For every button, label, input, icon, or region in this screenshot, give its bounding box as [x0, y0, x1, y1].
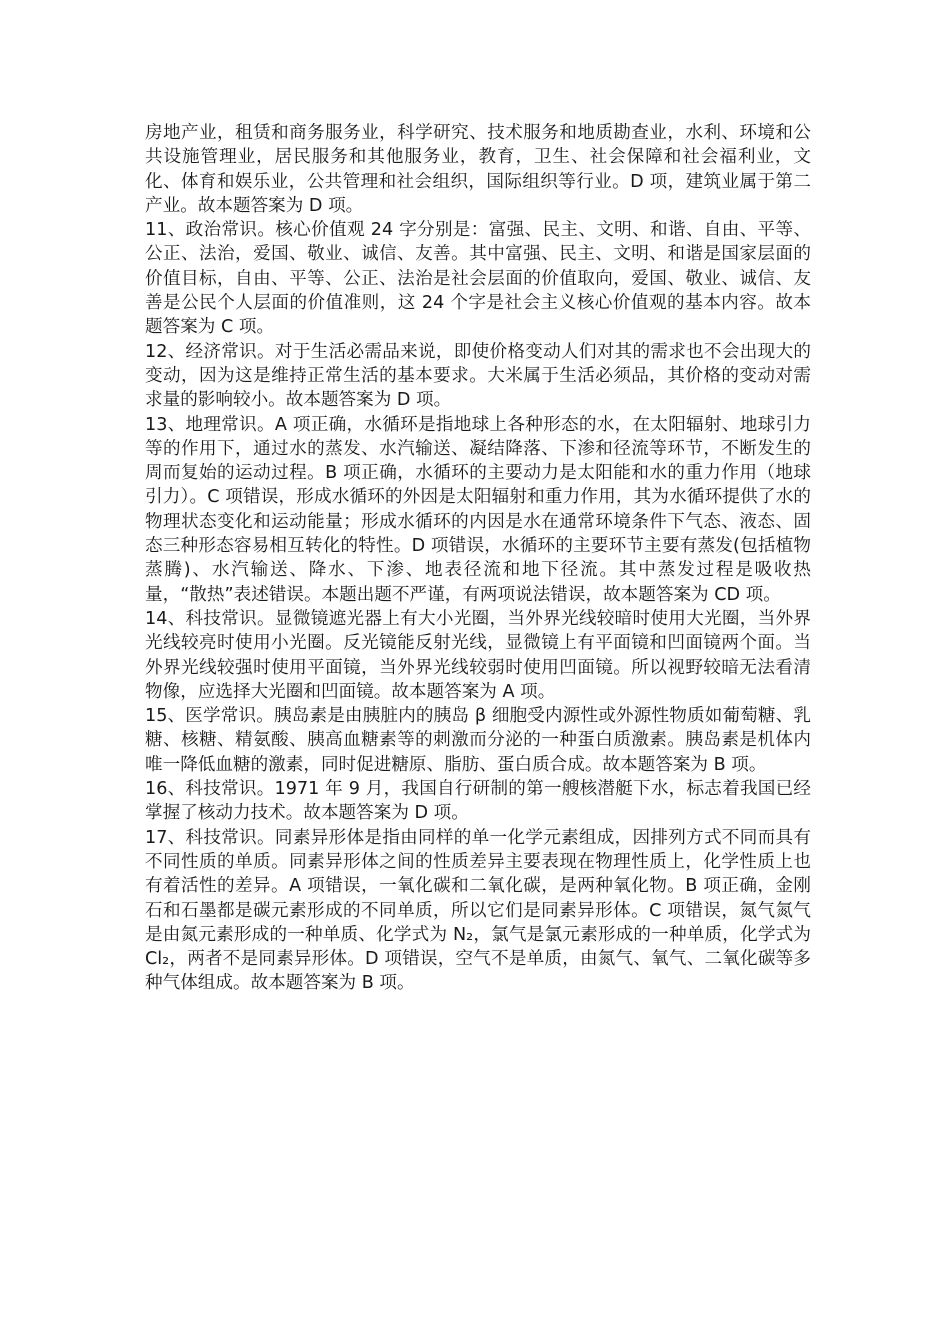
paragraph-answer-14: 14、科技常识。显微镜遮光器上有大小光圈，当外界光线较暗时使用大光圈，当外界光线较亮时使用小光圈。反光镜能反射光线，显微镜上有平面镜和凹面镜两个面。当外界光线较强时使用平面镜，当外界光线较弱时使用凹面镜。所以视野较暗无法看清物像，应选择大光圈和凹面镜。故本题答案为 A 项。	[145, 608, 811, 702]
paragraph-answer-17: 17、科技常识。同素异形体是指由同样的单一化学元素组成，因排列方式不同而具有不同性质的单质。同素异形体之间的性质差异主要表现在物理性质上，化学性质上也有着活性的差异。A 项错误，一氧化碳和二氧化碳，是两种氧化物。B 项正确，金刚石和石墨都是碳元素形成的不同单质，所以它们是同素异形体。C 项错误，氮气氮气是由氮元素形成的一种单质、化学式为 N₂，氯气是氯元素形成的一种单质，化学式为 Cl₂，两者不是同素异形体。D 项错误，空气不是单质，由氮气、氧气、二氧化碳等多种气体组成。故本题答案为 B 项。	[145, 827, 811, 994]
paragraph-answer-16: 16、科技常识。1971 年 9 月，我国自行研制的第一艘核潜艇下水，标志着我国已经掌握了核动力技术。故本题答案为 D 项。	[145, 779, 811, 824]
paragraph-answer-13: 13、地理常识。A 项正确，水循环是指地球上各种形态的水，在太阳辐射、地球引力等的作用下，通过水的蒸发、水汽输送、凝结降落、下渗和径流等环节，不断发生的周而复始的运动过程。B 项正确，水循环的主要动力是太阳能和水的重力作用（地球引力）。C 项错误，形成水循环的外因是太阳辐射和重力作用，其为水循环提供了水的物理状态变化和运动能量；形成水循环的内因是水在通常环境条件下气态、液态、固态三种形态容易相互转化的特性。D 项错误，水循环的主要环节主要有蒸发(包括植物蒸腾)、水汽输送、降水、下渗、地表径流和地下径流。其中蒸发过程是吸收热量，“散热”表述错误。本题出题不严谨，有两项说法错误，故本题答案为 CD 项。	[145, 414, 811, 605]
document-body	[145, 121, 811, 996]
paragraph-answer-15: 15、医学常识。胰岛素是由胰脏内的胰岛 β 细胞受内源性或外源性物质如葡萄糖、乳糖、核糖、精氨酸、胰高血糖素等的刺激而分泌的一种蛋白质激素。胰岛素是机体内唯一降低血糖的激素，同时促进糖原、脂肪、蛋白质合成。故本题答案为 B 项。	[145, 706, 811, 775]
paragraph-answer-11: 11、政治常识。核心价值观 24 字分别是：富强、民主、文明、和谐、自由、平等、公正、法治，爱国、敬业、诚信、友善。其中富强、民主、文明、和谐是国家层面的价值目标，自由、平等、公正、法治是社会层面的价值取向，爱国、敬业、诚信、友善是公民个人层面的价值准则，这 24 个字是社会主义核心价值观的基本内容。故本题答案为 C 项。	[145, 220, 811, 338]
paragraph-answer-12: 12、经济常识。对于生活必需品来说，即使价格变动人们对其的需求也不会出现大的变动，因为这是维持正常生活的基本要求。大米属于生活必须品，其价格的变动对需求量的影响较小。故本题答案为 D 项。	[145, 341, 811, 411]
paragraph-continuation: 房地产业，租赁和商务服务业，科学研究、技术服务和地质勘查业，水利、环境和公共设施管理业，居民服务和其他服务业，教育，卫生、社会保障和社会福利业，文化、体育和娱乐业，公共管理和社会组织，国际组织等行业。D 项，建筑业属于第二产业。故本题答案为 D 项。	[145, 123, 811, 216]
